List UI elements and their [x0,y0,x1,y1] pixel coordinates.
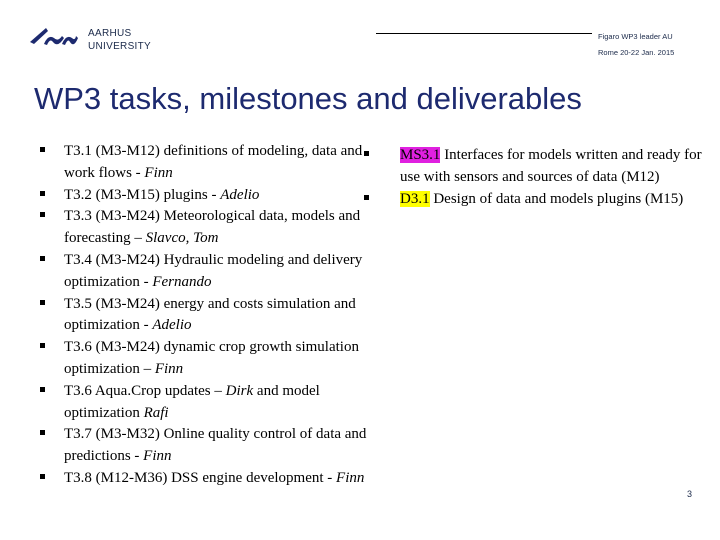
page-number: 3 [686,489,692,499]
task-text: T3.6 Aqua.Crop updates – [64,382,226,399]
task-item [40,206,370,250]
bullet-icon [40,474,45,479]
deliverable-code: D3.1 [400,190,430,207]
deliverable-text: Design of data and models plugins (M15) [429,190,684,207]
task-text: T3.7 (M3-M32) Online quality control of data and predictions - [64,426,367,465]
task-text: T3.2 (M3-M15) plugins - [64,186,221,203]
task-item [40,424,370,468]
task-item [40,141,370,185]
task-text-cont: and model optimization [64,382,320,421]
bullet-icon [40,300,45,305]
header-meta-line-2: Rome 20-22 Jan. 2015 [598,48,675,57]
bullet-icon [364,151,369,156]
task-text: T3.6 (M3-M24) dynamic crop growth simulation optimization – [64,339,359,377]
bullet-icon [40,147,45,152]
bullet-icon [364,195,369,200]
bullet-icon [40,212,45,217]
task-item [40,185,370,207]
task-owner: Finn [336,469,365,486]
header-meta [598,29,698,61]
bullet-icon [40,387,45,392]
task-text: T3.3 (M3-M24) Meteorological data, models and forecasting – [64,208,361,247]
milestone-text: Interfaces for models written and ready for use with sensors and sources of data (M12) [400,147,702,185]
milestone-code: MS3.1 [400,147,441,163]
task-item [40,381,370,425]
task-owner: Adelio [152,317,192,334]
task-text: T3.8 (M12-M36) DSS engine development - [64,469,337,486]
task-owner: Slavco, Tom [145,230,219,247]
task-item [40,468,370,490]
bullet-icon [40,430,45,435]
university-line-1: AARHUS [88,28,132,39]
header-rule [376,33,592,34]
bullet-icon [40,256,45,261]
slide-title: WP3 tasks, milestones and deliverables [34,81,582,116]
milestone-item [364,145,709,189]
milestones-deliverables-list [364,145,709,210]
aarhus-university-logo [28,24,78,54]
university-line-2: UNIVERSITY [88,41,152,52]
task-owner-2: Rafi [143,404,169,421]
header-meta-line-1: Figaro WP3 leader AU [598,32,673,41]
deliverable-item [364,189,709,211]
task-owner: Adelio [220,186,260,203]
task-text: T3.4 (M3-M24) Hydraulic modeling and delivery optimization - [64,251,363,290]
task-item [40,250,370,294]
university-name [88,27,151,53]
task-owner: Finn [144,164,173,181]
task-text: T3.5 (M3-M24) energy and costs simulation and optimization - [64,295,356,334]
bullet-icon [40,191,45,196]
task-owner: Fernando [152,273,212,290]
bullet-icon [40,343,45,348]
task-owner: Finn [143,448,172,465]
task-item [40,337,370,381]
task-text: T3.1 (M3-M12) definitions of modeling, data and work flows - [64,143,363,181]
task-owner: Dirk [225,382,254,399]
task-item [40,294,370,338]
task-owner: Finn [154,360,184,377]
task-list [40,141,370,490]
